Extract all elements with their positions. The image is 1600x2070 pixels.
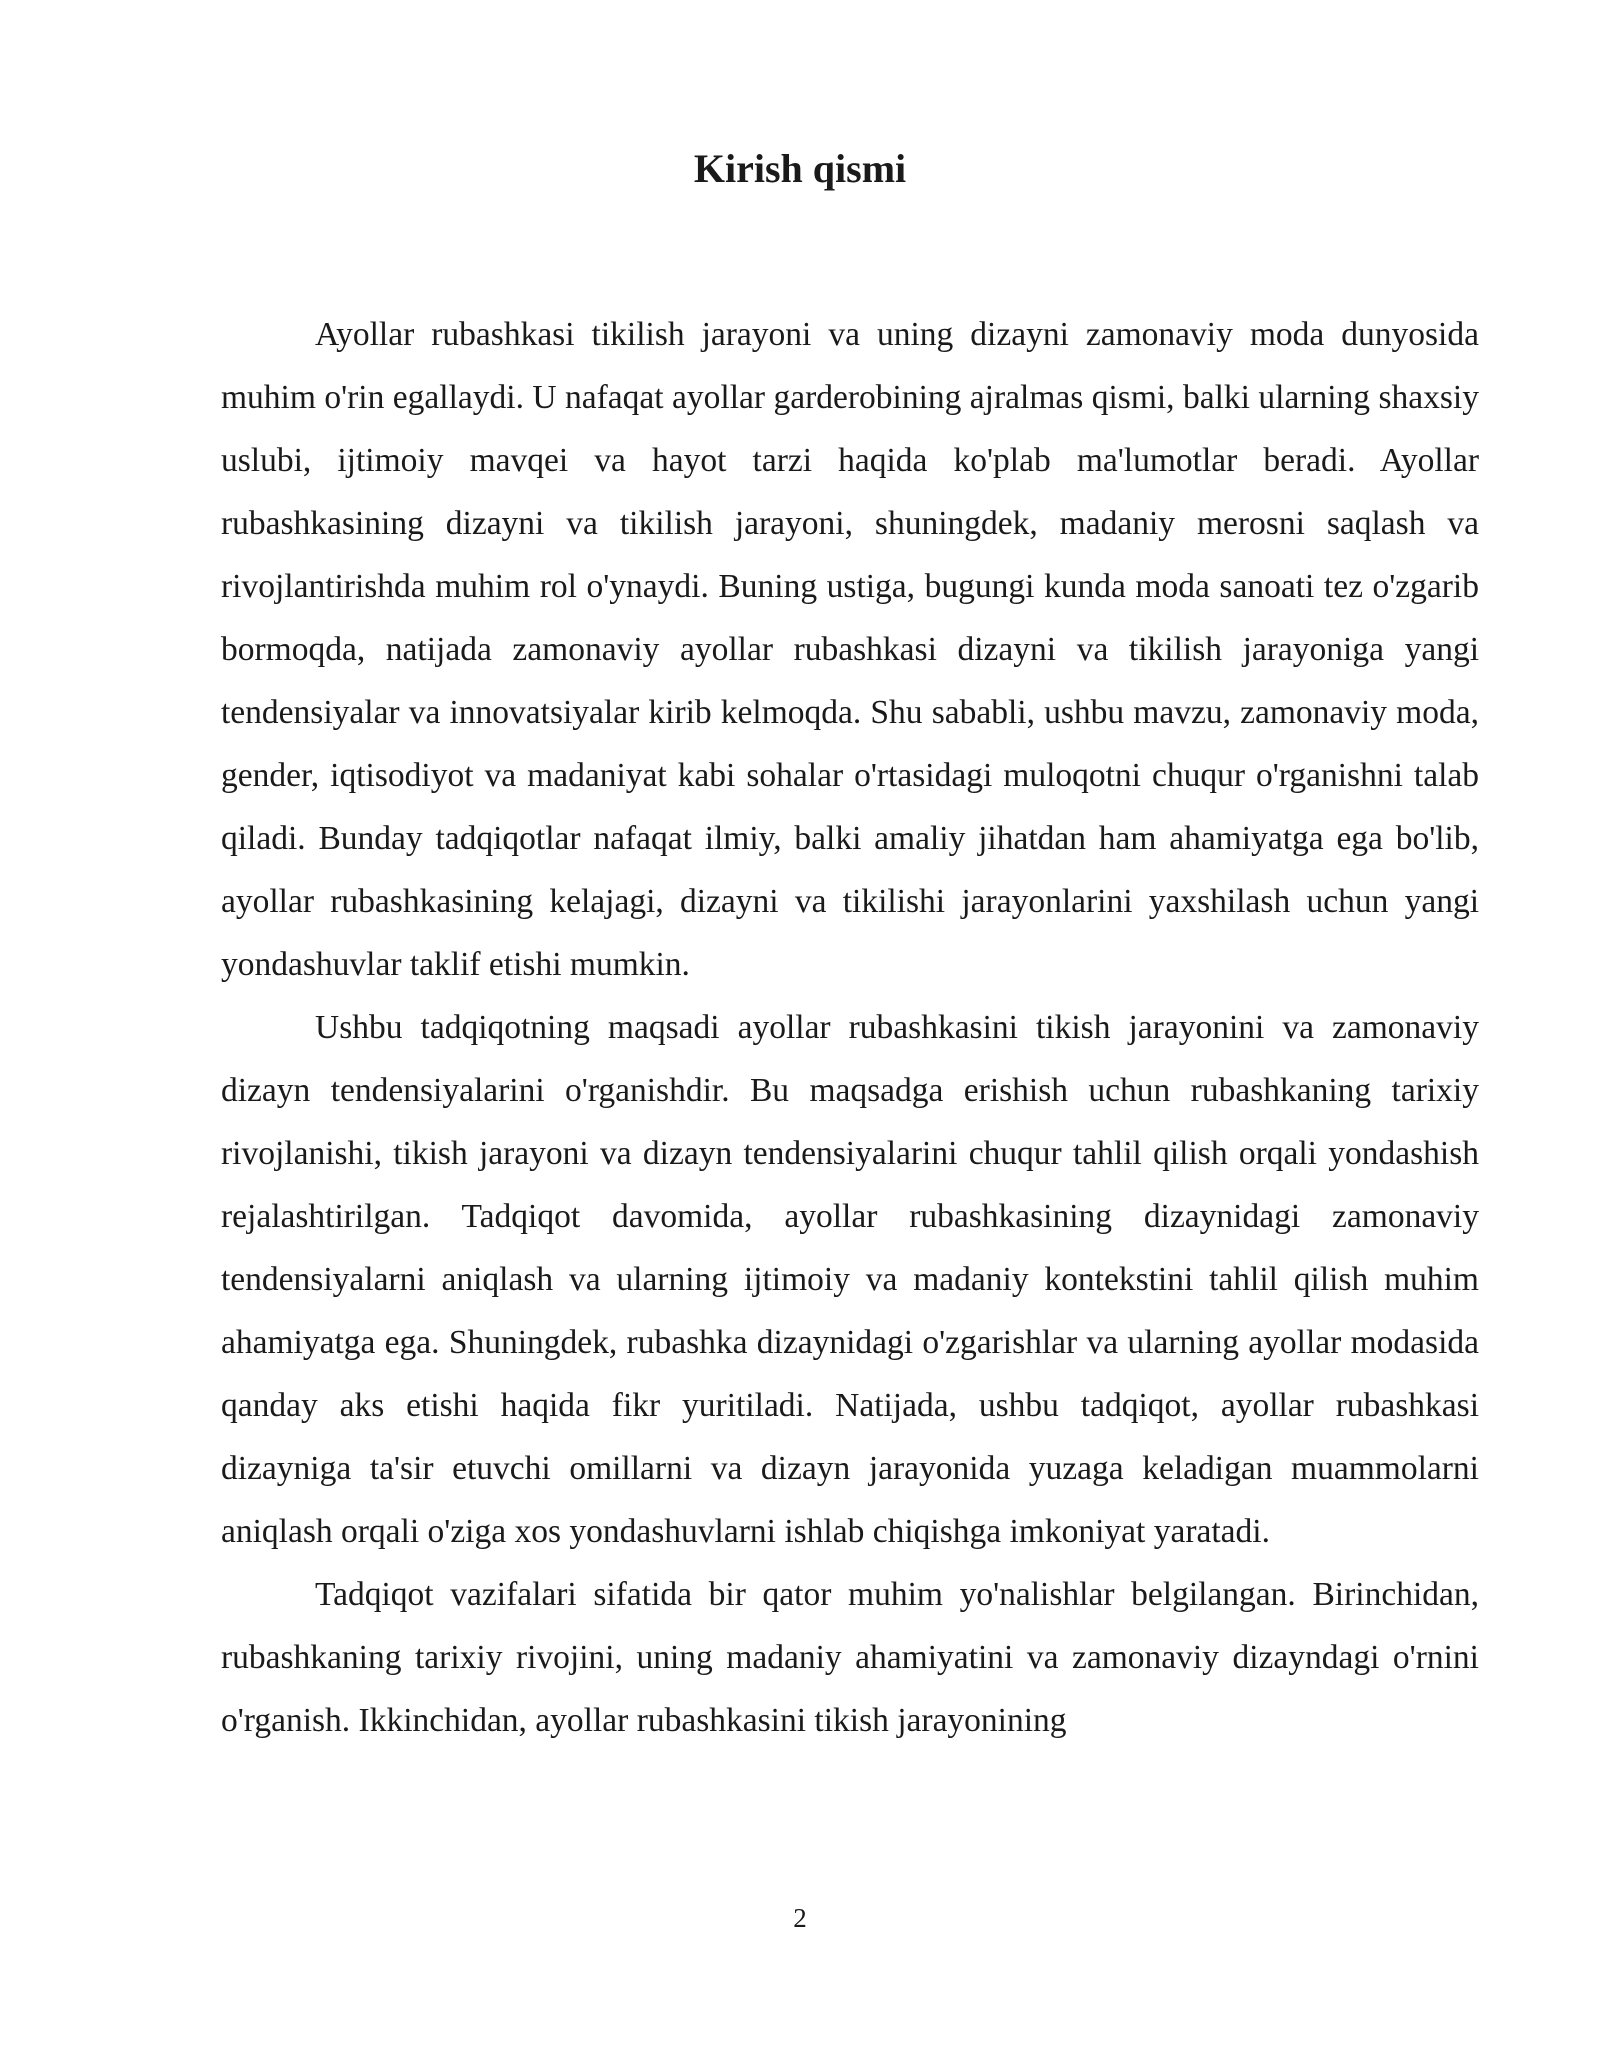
paragraph-1: Ayollar rubashkasi tikilish jarayoni va uning dizayni zamonaviy moda dunyosida muhim o'rin egallaydi. U nafaqat ayollar garderobining ajralmas qismi, balki ularning shaxsiy uslubi, ijtimoiy mavqei va hayot tarzi haqida ko'plab ma'lumotlar beradi. Ayollar rubashkasining dizayni va tikilish jarayoni, shuningdek, madaniy merosni saqlash va rivojlantirishda muhim rol o'ynaydi. Buning ustiga, bugungi kunda moda sanoati tez o'zgarib bormoqda, natijada zamonaviy ayollar rubashkasi dizayni va tikilish jarayoniga yangi tendensiyalar va innovatsiyalar kirib kelmoqda. Shu sababli, ushbu mavzu, zamonaviy moda, gender, iqtisodiyot va madaniyat kabi sohalar o'rtasidagi muloqotni chuqur o'rganishni talab qiladi. Bunday tadqiqotlar nafaqat ilmiy, balki amaliy jihatdan ham ahamiyatga ega bo'lib, ayollar rubashkasining kelajagi, dizayni va tikilishi jarayonlarini yaxshilash uchun yangi yondashuvlar taklif etishi mumkin. — [221, 316, 1479, 983]
paragraph-2: Ushbu tadqiqotning maqsadi ayollar rubashkasini tikish jarayonini va zamonaviy dizayn tendensiyalarini o'rganishdir. Bu maqsadga erishish uchun rubashkaning tarixiy rivojlanishi, tikish jarayoni va dizayn tendensiyalarini chuqur tahlil qilish orqali yondashish rejalashtirilgan. Tadqiqot davomida, ayollar rubashkasining dizaynidagi zamonaviy tendensiyalarni aniqlash va ularning ijtimoiy va madaniy kontekstini tahlil qilish muhim ahamiyatga ega. Shuningdek, rubashka dizaynidagi o'zgarishlar va ularning ayollar modasida qanday aks etishi haqida fikr yuritiladi. Natijada, ushbu tadqiqot, ayollar rubashkasi dizayniga ta'sir etuvchi omillarni va dizayn jarayonida yuzaga keladigan muammolarni aniqlash orqali o'ziga xos yondashuvlarni ishlab chiqishga imkoniyat yaratadi. — [221, 1009, 1479, 1550]
body-text — [221, 303, 1479, 1752]
page-number: 2 — [793, 1903, 807, 1933]
paragraph-3: Tadqiqot vazifalari sifatida bir qator muhim yo'nalishlar belgilangan. Birinchidan, rubashkaning tarixiy rivojini, uning madaniy ahamiyatini va zamonaviy dizayndagi o'rnini o'rganish. Ikkinchidan, ayollar rubashkasini tikish jarayonining — [221, 1576, 1479, 1739]
page-title: Kirish qismi — [693, 146, 907, 191]
